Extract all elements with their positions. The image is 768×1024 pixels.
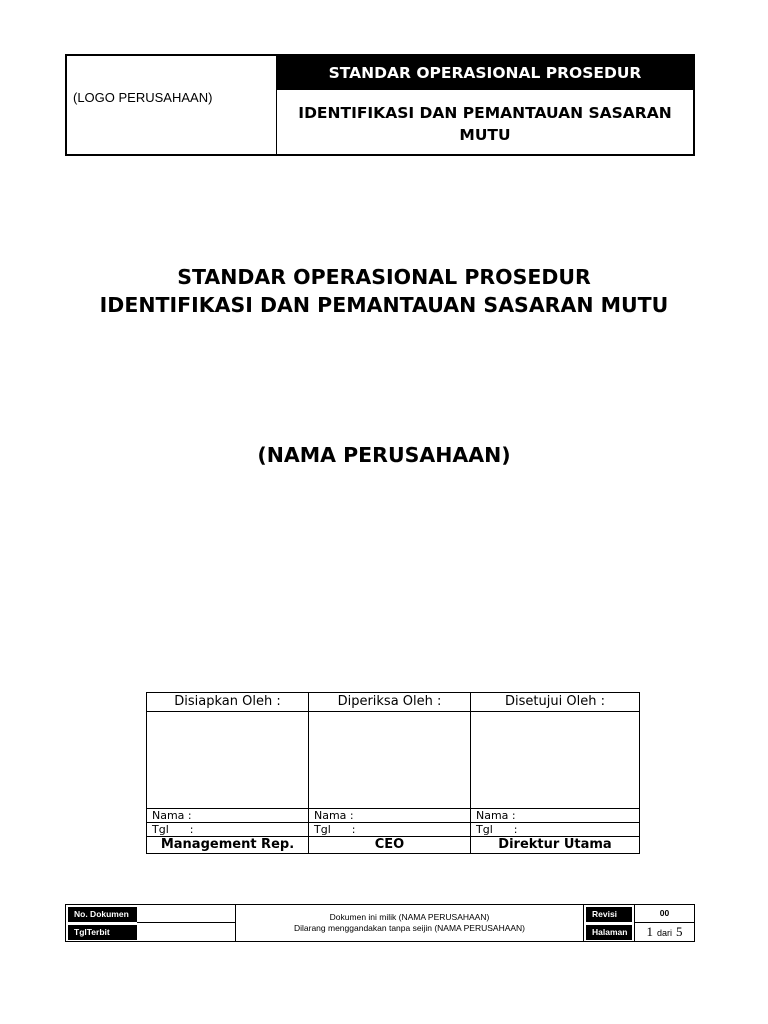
- page-total: 5: [676, 924, 683, 939]
- ownership-line-2: Dilarang menggandakan tanpa seijin (NAMA PERUSAHAAN): [293, 923, 526, 933]
- no-dokumen-label: No. Dokumen: [68, 907, 137, 922]
- logo-placeholder: (LOGO PERUSAHAAN): [67, 56, 277, 154]
- nama-label: Nama :: [471, 808, 639, 822]
- approval-column-checked: [309, 693, 471, 853]
- doc-title: [277, 92, 693, 154]
- company-name: (NAMA PERUSAHAAN): [257, 443, 511, 467]
- column-header: Disetujui Oleh :: [471, 693, 639, 712]
- tgl-terbit-label: TglTerbit: [68, 925, 137, 940]
- approval-table: [146, 692, 640, 854]
- tgl-terbit-value: [137, 923, 236, 941]
- tgl-label: Tgl :: [147, 822, 308, 836]
- halaman-value: [634, 923, 694, 941]
- tgl-label: Tgl :: [471, 822, 639, 836]
- document-footer: [65, 904, 695, 942]
- page-of: dari: [656, 928, 672, 938]
- tgl-label: Tgl :: [309, 822, 470, 836]
- main-title-line-2: IDENTIFIKASI DAN PEMANTAUAN SASARAN MUTU: [99, 293, 669, 317]
- role-label: Direktur Utama: [471, 836, 639, 853]
- document-header: [65, 54, 695, 156]
- column-header: Diperiksa Oleh :: [309, 693, 470, 712]
- approval-column-approved: [471, 693, 639, 853]
- main-title-line-1: STANDAR OPERASIONAL PROSEDUR: [177, 265, 591, 289]
- role-label: Management Rep.: [147, 836, 308, 853]
- approval-column-prepared: [147, 693, 309, 853]
- role-label: CEO: [309, 836, 470, 853]
- doc-title-line-1: IDENTIFIKASI DAN PEMANTAUAN SASARAN: [298, 104, 672, 122]
- header-title-block: [277, 56, 693, 154]
- nama-label: Nama :: [309, 808, 470, 822]
- doc-type-banner: STANDAR OPERASIONAL PROSEDUR: [277, 56, 693, 90]
- revisi-label: Revisi: [586, 907, 632, 922]
- column-header: Disiapkan Oleh :: [147, 693, 308, 712]
- halaman-label: Halaman: [586, 925, 632, 940]
- revisi-value: 00: [634, 905, 694, 923]
- no-dokumen-value: [137, 905, 236, 923]
- page-current: 1: [646, 924, 653, 939]
- nama-label: Nama :: [147, 808, 308, 822]
- ownership-notice: [236, 905, 584, 941]
- ownership-line-1: Dokumen ini milik (NAMA PERUSAHAAN): [329, 912, 490, 922]
- doc-title-line-2: MUTU: [459, 126, 511, 144]
